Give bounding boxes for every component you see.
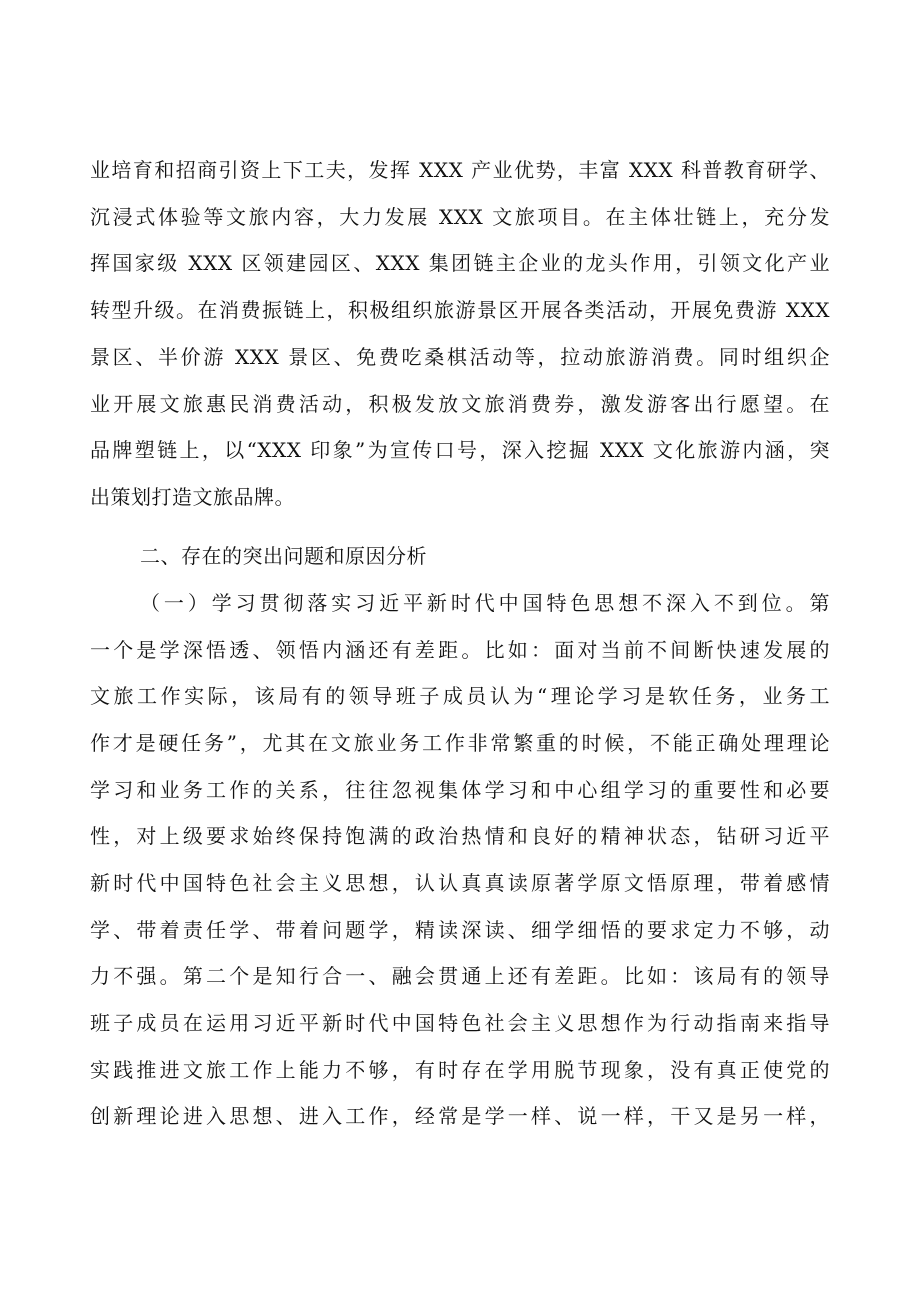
paragraph-2-line-12: 创新理论进入思想、进入工作，经常是学一样、说一样，干又是另一样， [90,1104,830,1128]
paragraph-1-line-4: 转型升级。在消费振链上，积极组织旅游景区开展各类活动，开展免费游 XXX [90,298,830,322]
paragraph-2-line-7: 新时代中国特色社会主义思想，认认真真读原著学原文悟原理，带着感情 [90,871,830,895]
paragraph-2-line-3: 文旅工作实际，该局有的领导班子成员认为“理论学习是软任务，业务工 [90,684,830,708]
paragraph-2-line-10: 班子成员在运用习近平新时代中国特色社会主义思想作为行动指南来指导 [90,1011,830,1035]
paragraph-1-line-1: 业培育和招商引资上下工夫，发挥 XXX 产业优势，丰富 XXX 科普教育研学、 [90,158,830,182]
paragraph-1-line-3: 挥国家级 XXX 区领建园区、XXX 集团链主企业的龙头作用，引领文化产业 [90,251,830,275]
paragraph-2-line-6: 性，对上级要求始终保持饱满的政治热情和良好的精神状态，钻研习近平 [90,824,830,848]
paragraph-1-line-2: 沉浸式体验等文旅内容，大力发展 XXX 文旅项目。在主体壮链上，充分发 [90,205,830,229]
paragraph-2-line-11: 实践推进文旅工作上能力不够，有时存在学用脱节现象，没有真正使党的 [90,1058,830,1082]
paragraph-2-line-1: （一）学习贯彻落实习近平新时代中国特色思想不深入不到位。第 [140,591,830,615]
paragraph-2-line-2: 一个是学深悟透、领悟内涵还有差距。比如：面对当前不间断快速发展的 [90,638,830,662]
paragraph-1-line-5: 景区、半价游 XXX 景区、免费吃桑棋活动等，拉动旅游消费。同时组织企 [90,345,830,369]
paragraph-2-line-8: 学、带着责任学、带着问题学，精读深读、细学细悟的要求定力不够，动 [90,918,830,942]
paragraph-1-line-6: 业开展文旅惠民消费活动，积极发放文旅消费券，激发游客出行愿望。在 [90,392,830,416]
paragraph-2-line-4: 作才是硬任务”，尤其在文旅业务工作非常繁重的时候，不能正确处理理论 [90,731,830,755]
section-heading: 二、存在的突出问题和原因分析 [140,544,427,568]
paragraph-1-line-8: 出策划打造文旅品牌。 [90,485,295,509]
paragraph-2-line-9: 力不强。第二个是知行合一、融会贯通上还有差距。比如：该局有的领导 [90,964,830,988]
paragraph-1-line-7: 品牌塑链上，以“XXX 印象”为宣传口号，深入挖掘 XXX 文化旅游内涵，突 [90,438,830,462]
paragraph-2-line-5: 学习和业务工作的关系，往往忽视集体学习和中心组学习的重要性和必要 [90,778,830,802]
